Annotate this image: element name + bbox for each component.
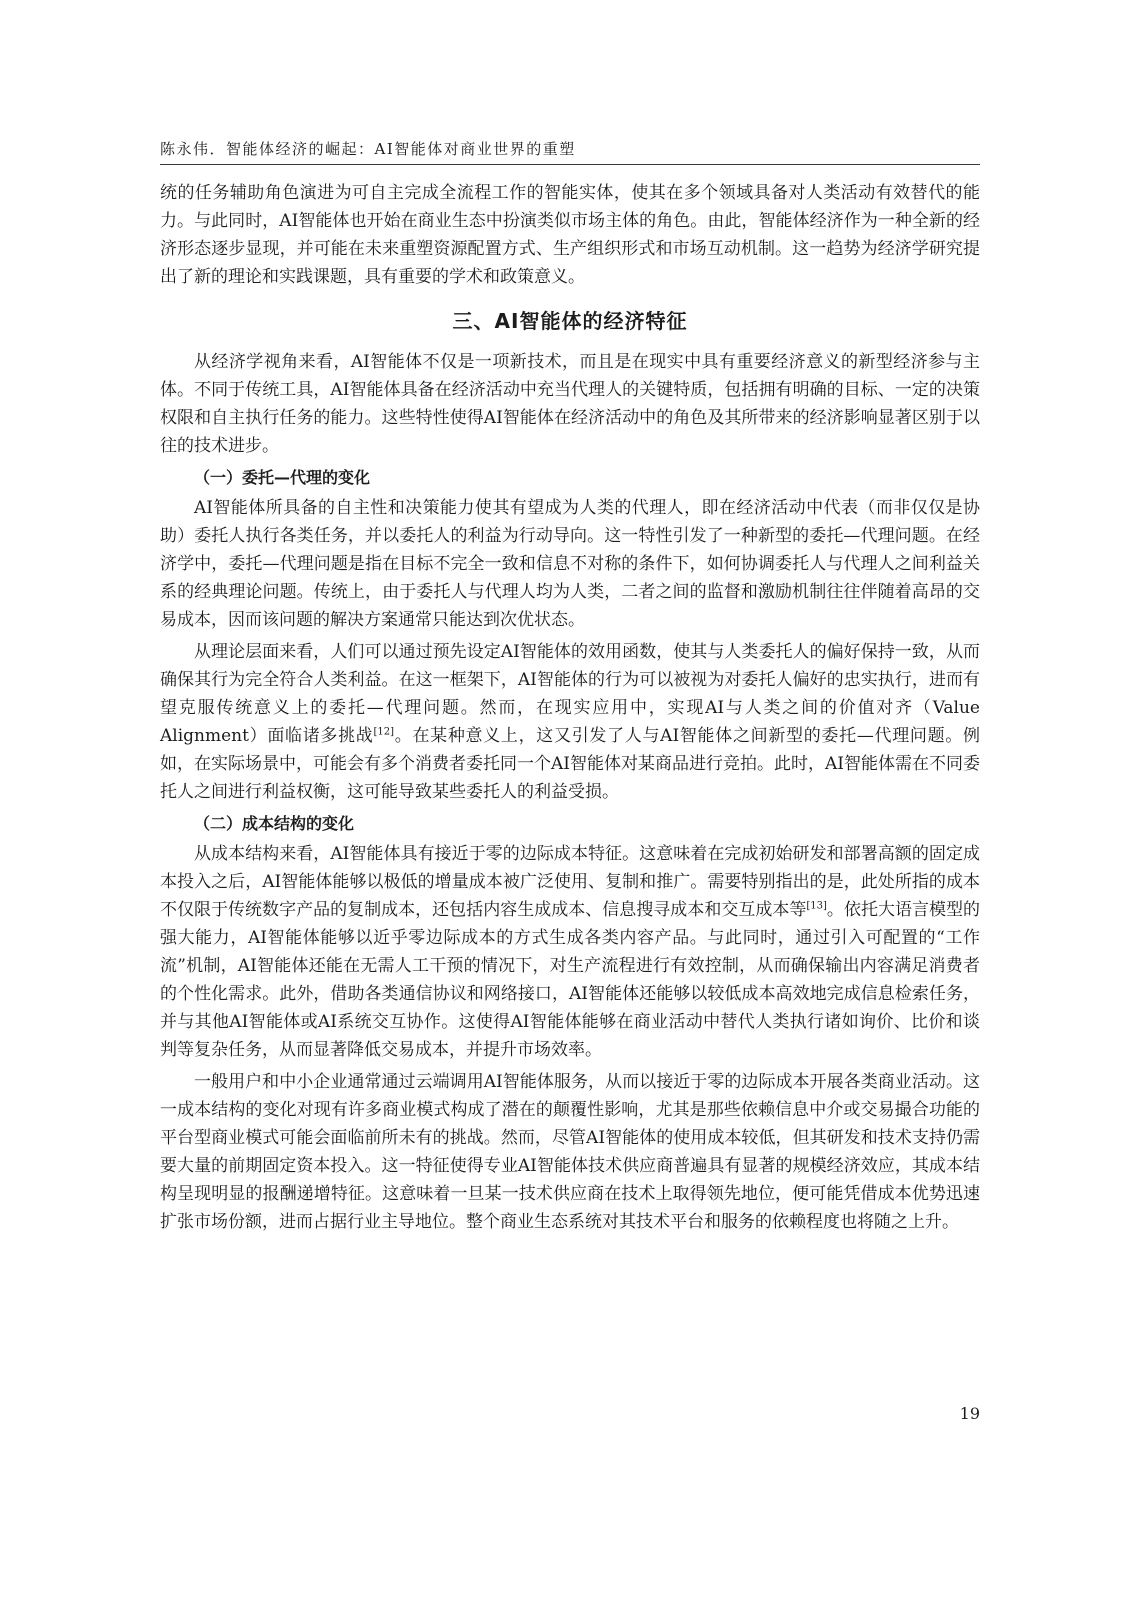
paragraph-text: 。依托大语言模型的强大能力，AI智能体能够以近乎零边际成本的方式生成各类内容产品。与此同时，通过引入可配置的“工作流”机制，AI智能体还能在无需人工干预的情况下，对生产流程进行有效控制，从而确保输出内容满足消费者的个性化需求。此外，借助各类通信协议和网络接口，AI智能体还能够以较低成本高效地完成信息检索任务，并与其他AI智能体或AI系统交互协作。这使得AI智能体能够在商业活动中替代人类执行诸如询价、比价和谈判等复杂任务，从而显著降低交易成本，并提升市场效率。 xyxy=(160,900,981,1060)
subsection-title-cost-structure: （二）成本结构的变化 xyxy=(194,814,355,833)
section-title: 三、AI智能体的经济特征 xyxy=(452,309,688,333)
paragraph-intro-continued: 统的任务辅助角色演进为可自主完成全流程工作的智能实体，使其在多个领域具备对人类活动有效替代的能力。与此同时，AI智能体也开始在商业生态中扮演类似市场主体的角色。由此，智能体经济作为一种全新的经济形态逐步显现，并可能在未来重塑资源配置方式、生产组织形式和市场互动机制。这一趋势为经济学研究提出了新的理论和实践课题，具有重要的学术和政策意义。 xyxy=(160,183,980,287)
paragraph-text: 。在某种意义上，这又引发了人与AI智能体之间新型的委托—代理问题。例如，在实际场景中，可能会有多个消费者委托同一个AI智能体对某商品进行竞拍。此时，AI智能体需在不同委托人之间进行利益权衡，这可能导致某些委托人的利益受损。 xyxy=(160,726,980,802)
paragraph-section-intro: 从经济学视角来看，AI智能体不仅是一项新技术，而且是在现实中具有重要经济意义的新型经济参与主体。不同于传统工具，AI智能体具备在经济活动中充当代理人的关键特质，包括拥有明确的目标、一定的决策权限和自主执行任务的能力。这些特性使得AI智能体在经济活动中的角色及其所带来的经济影响显著区别于以往的技术进步。 xyxy=(160,352,980,456)
citation-ref-13: [13] xyxy=(806,900,827,912)
subsection-title-principal-agent: （一）委托—代理的变化 xyxy=(194,468,371,487)
paragraph-principal-agent-1: AI智能体所具备的自主性和决策能力使其有望成为人类的代理人，即在经济活动中代表（而非仅仅是协助）委托人执行各类任务，并以委托人的利益为行动导向。这一特性引发了一种新型的委托—代理问题。在经济学中，委托—代理问题是指在目标不完全一致和信息不对称的条件下，如何协调委托人与代理人之间利益关系的经典理论问题。传统上，由于委托人与代理人均为人类，二者之间的监督和激励机制往往伴随着高昂的交易成本，因而该问题的解决方案通常只能达到次优状态。 xyxy=(160,498,980,630)
page-content xyxy=(160,138,980,1240)
page-number: 19 xyxy=(959,1404,980,1423)
paragraph-text: 从理论层面来看，人们可以通过预先设定AI智能体的效用函数，使其与人类委托人的偏好保持一致，从而确保其行为完全符合人类利益。在这一框架下，AI智能体的行为可以被视为对委托人偏好的忠实执行，进而有望克服传统意义上的委托—代理问题。然而，在现实应用中，实现AI与人类之间的价值对齐（Value Alignment）面临诸多挑战 xyxy=(160,642,980,746)
citation-ref-12: [12] xyxy=(373,726,395,738)
paragraph-text: 从成本结构来看，AI智能体具有接近于零的边际成本特征。这意味着在完成初始研发和部署高额的固定成本投入之后，AI智能体能够以极低的增量成本被广泛使用、复制和推广。需要特别指出的是，此处所指的成本不仅限于传统数字产品的复制成本，还包括内容生成成本、信息搜寻成本和交互成本等 xyxy=(160,844,980,920)
paragraph-cost-structure-2: 一般用户和中小企业通常通过云端调用AI智能体服务，从而以接近于零的边际成本开展各类商业活动。这一成本结构的变化对现有许多商业模式构成了潜在的颠覆性影响，尤其是那些依赖信息中介或交易撮合功能的平台型商业模式可能会面临前所未有的挑战。然而，尽管AI智能体的使用成本较低，但其研发和技术支持仍需要大量的前期固定资本投入。这一特征使得专业AI智能体技术供应商普遍具有显著的规模经济效应，其成本结构呈现明显的报酬递增特征。这意味着一旦某一技术供应商在技术上取得领先地位，便可能凭借成本优势迅速扩张市场份额，进而占据行业主导地位。整个商业生态系统对其技术平台和服务的依赖程度也将随之上升。 xyxy=(160,1072,980,1232)
paragraph-cost-structure-1 xyxy=(160,840,980,1064)
running-header: 陈永伟．智能体经济的崛起：AI智能体对商业世界的重塑 xyxy=(160,138,980,165)
paragraph-principal-agent-2 xyxy=(160,638,980,806)
